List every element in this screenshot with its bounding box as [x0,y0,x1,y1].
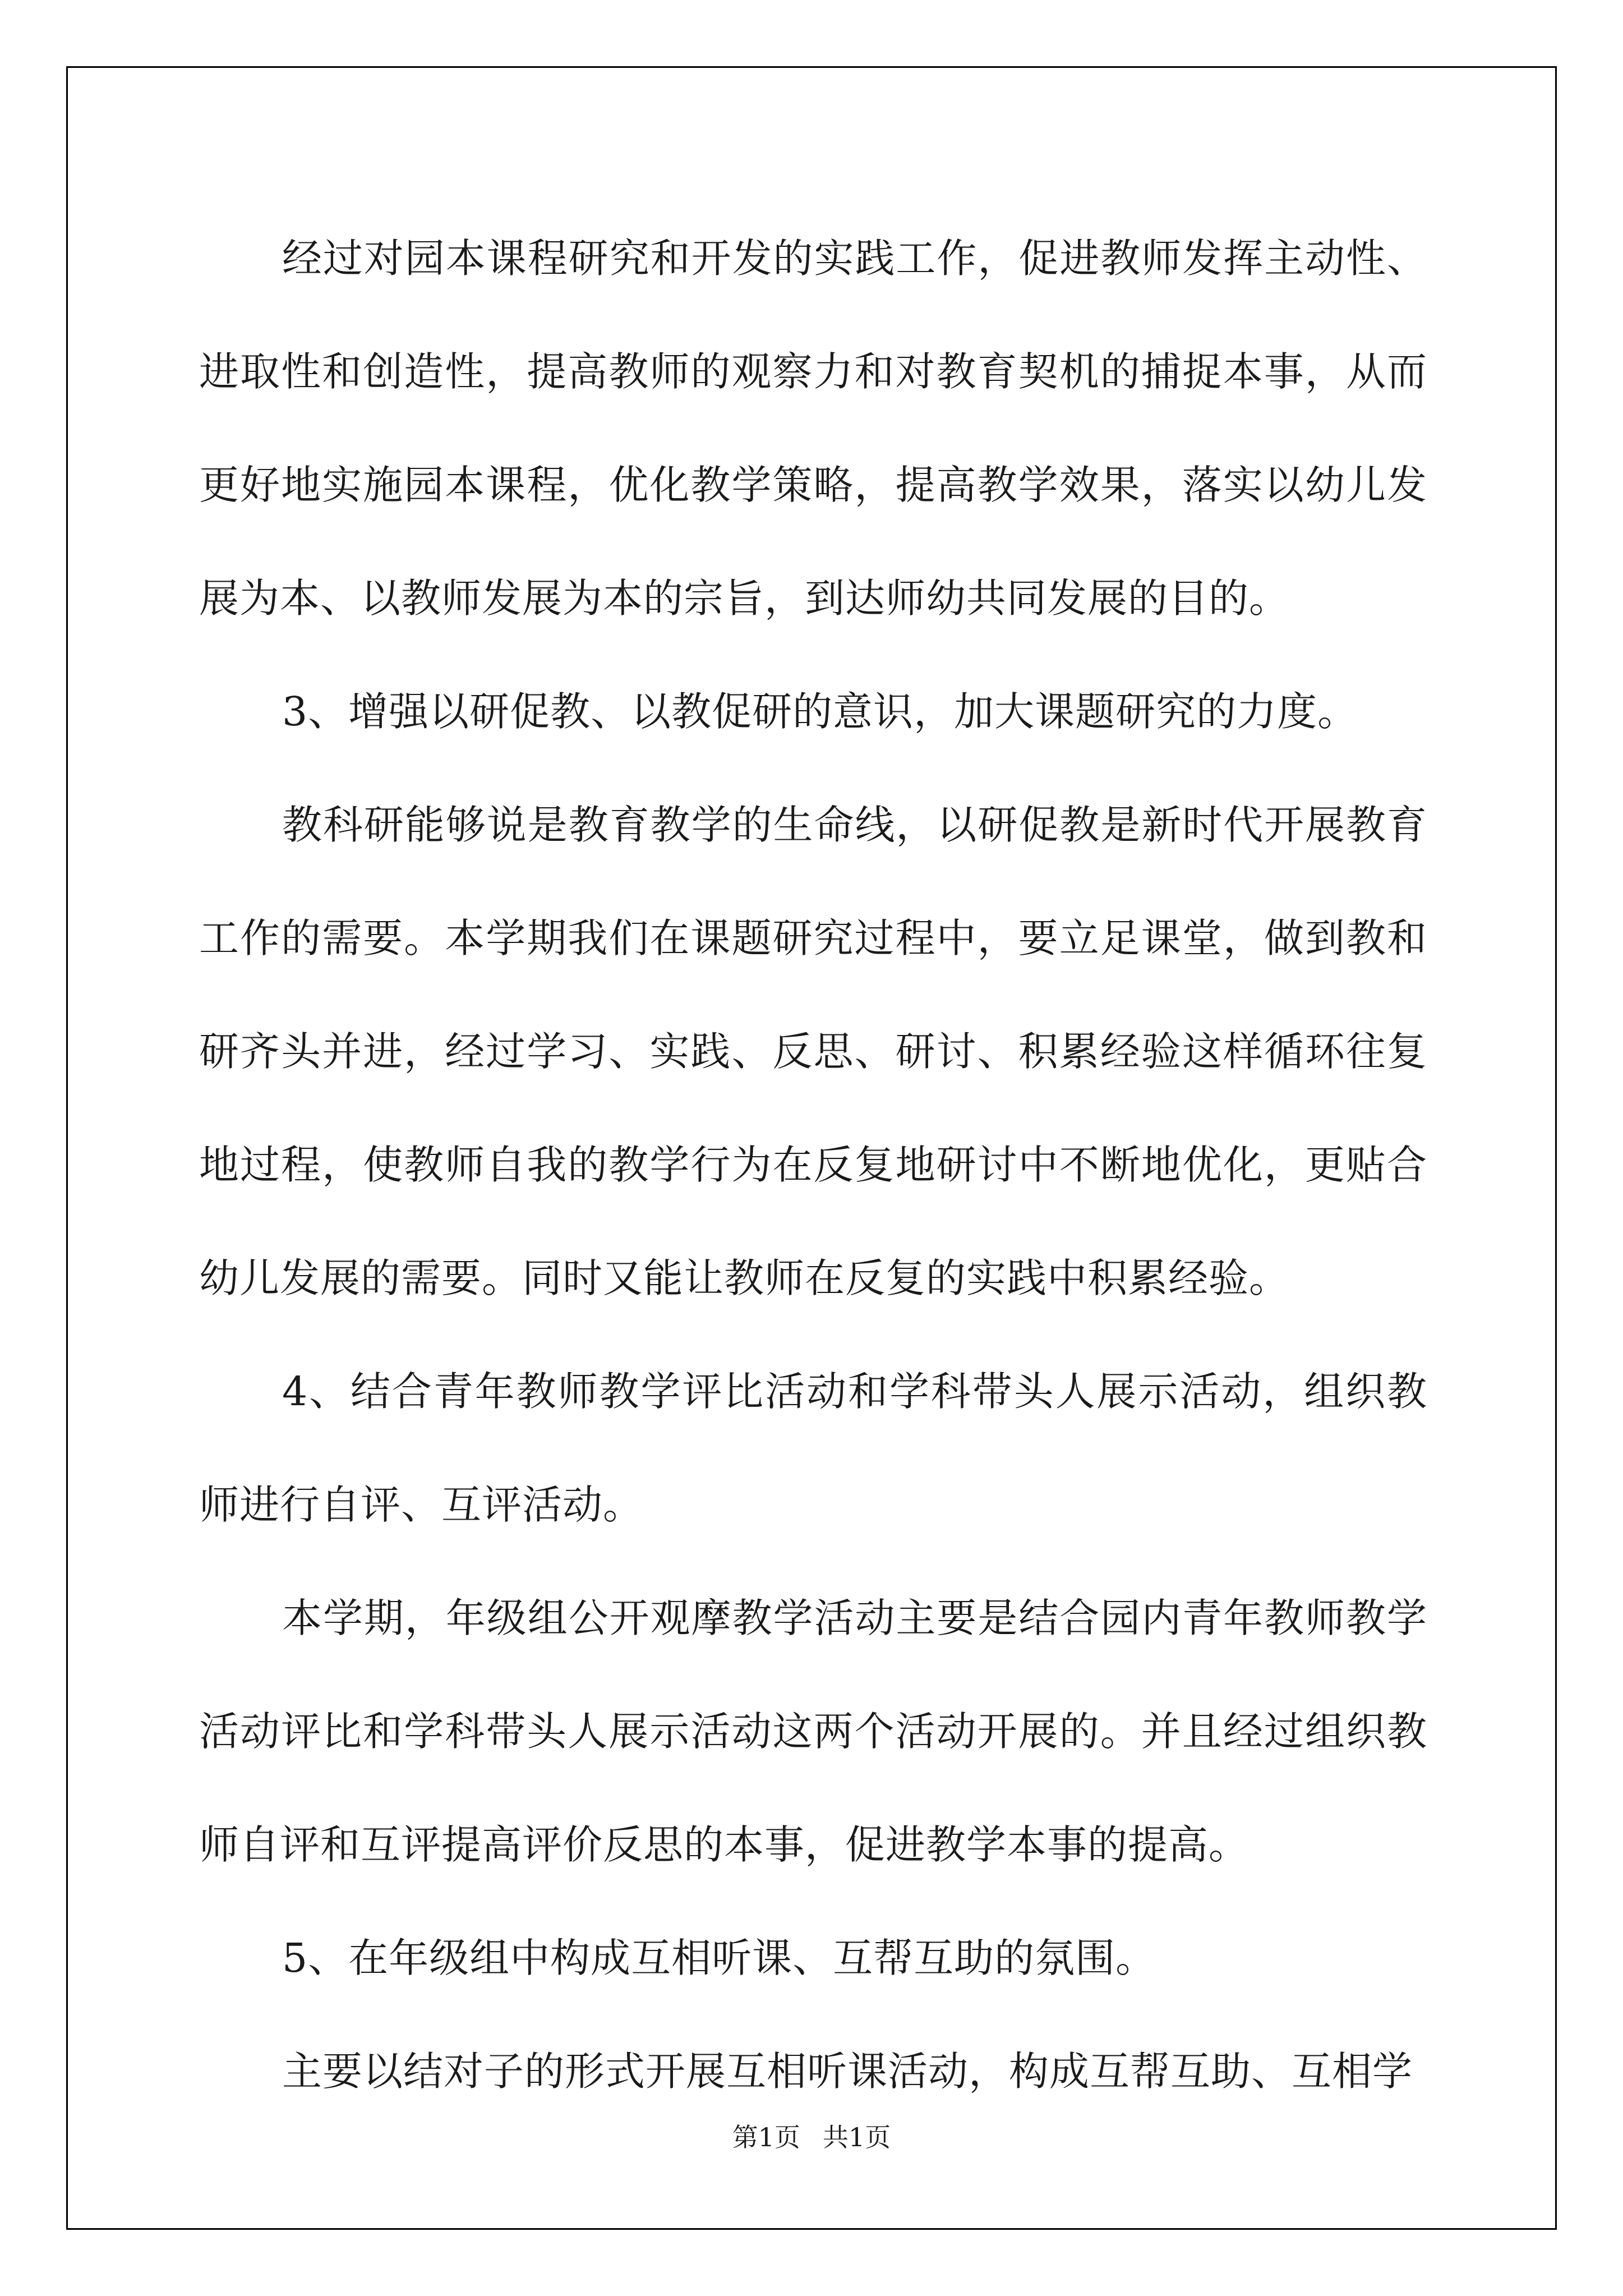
section-heading: 5、在年级组中构成互相听课、互帮互助的氛围。 [282,1935,1156,1981]
page-total: 共1页 [823,2122,891,2152]
section-heading: 3、增强以研促教、以教促研的意识，加大课题研究的力度。 [282,688,1358,735]
paragraph: 主要以结对子的形式开展互相听课活动，构成互帮互助、互相学 [282,2048,1413,2095]
paragraph: 教科研能够说是教育教学的生命线，以研促教是新时代开展教育工作的需要。本学期我们在课题研究过程中，要立足课堂，做到教和研齐头并进，经过学习、实践、反思、研讨、积累经验这样循环往复地过程，使教师自我的教学行为在反复地研讨中不断地优化，更贴合幼儿发展的需要。同时又能让教师在反复的实践中积累经验。 [199,802,1427,1301]
page-footer [0,2120,1623,2154]
paragraph: 经过对园本课程研究和开发的实践工作，促进教师发挥主动性、进取性和创造性，提高教师的观察力和对教育契机的捕捉本事，从而更好地实施园本课程，优化教学策略，提高教学效果，落实以幼儿发展为本、以教师发展为本的宗旨，到达师幼共同发展的目的。 [199,235,1427,622]
section-heading: 4、结合青年教师教学评比活动和学科带头人展示活动，组织教师进行自评、互评活动。 [199,1368,1427,1528]
page-number: 第1页 [732,2122,800,2152]
document-body [199,202,1427,2128]
paragraph: 本学期，年级组公开观摩教学活动主要是结合园内青年教师教学活动评比和学科带头人展示活动这两个活动开展的。并且经过组织教师自评和互评提高评价反思的本事，促进教学本事的提高。 [199,1595,1427,1868]
